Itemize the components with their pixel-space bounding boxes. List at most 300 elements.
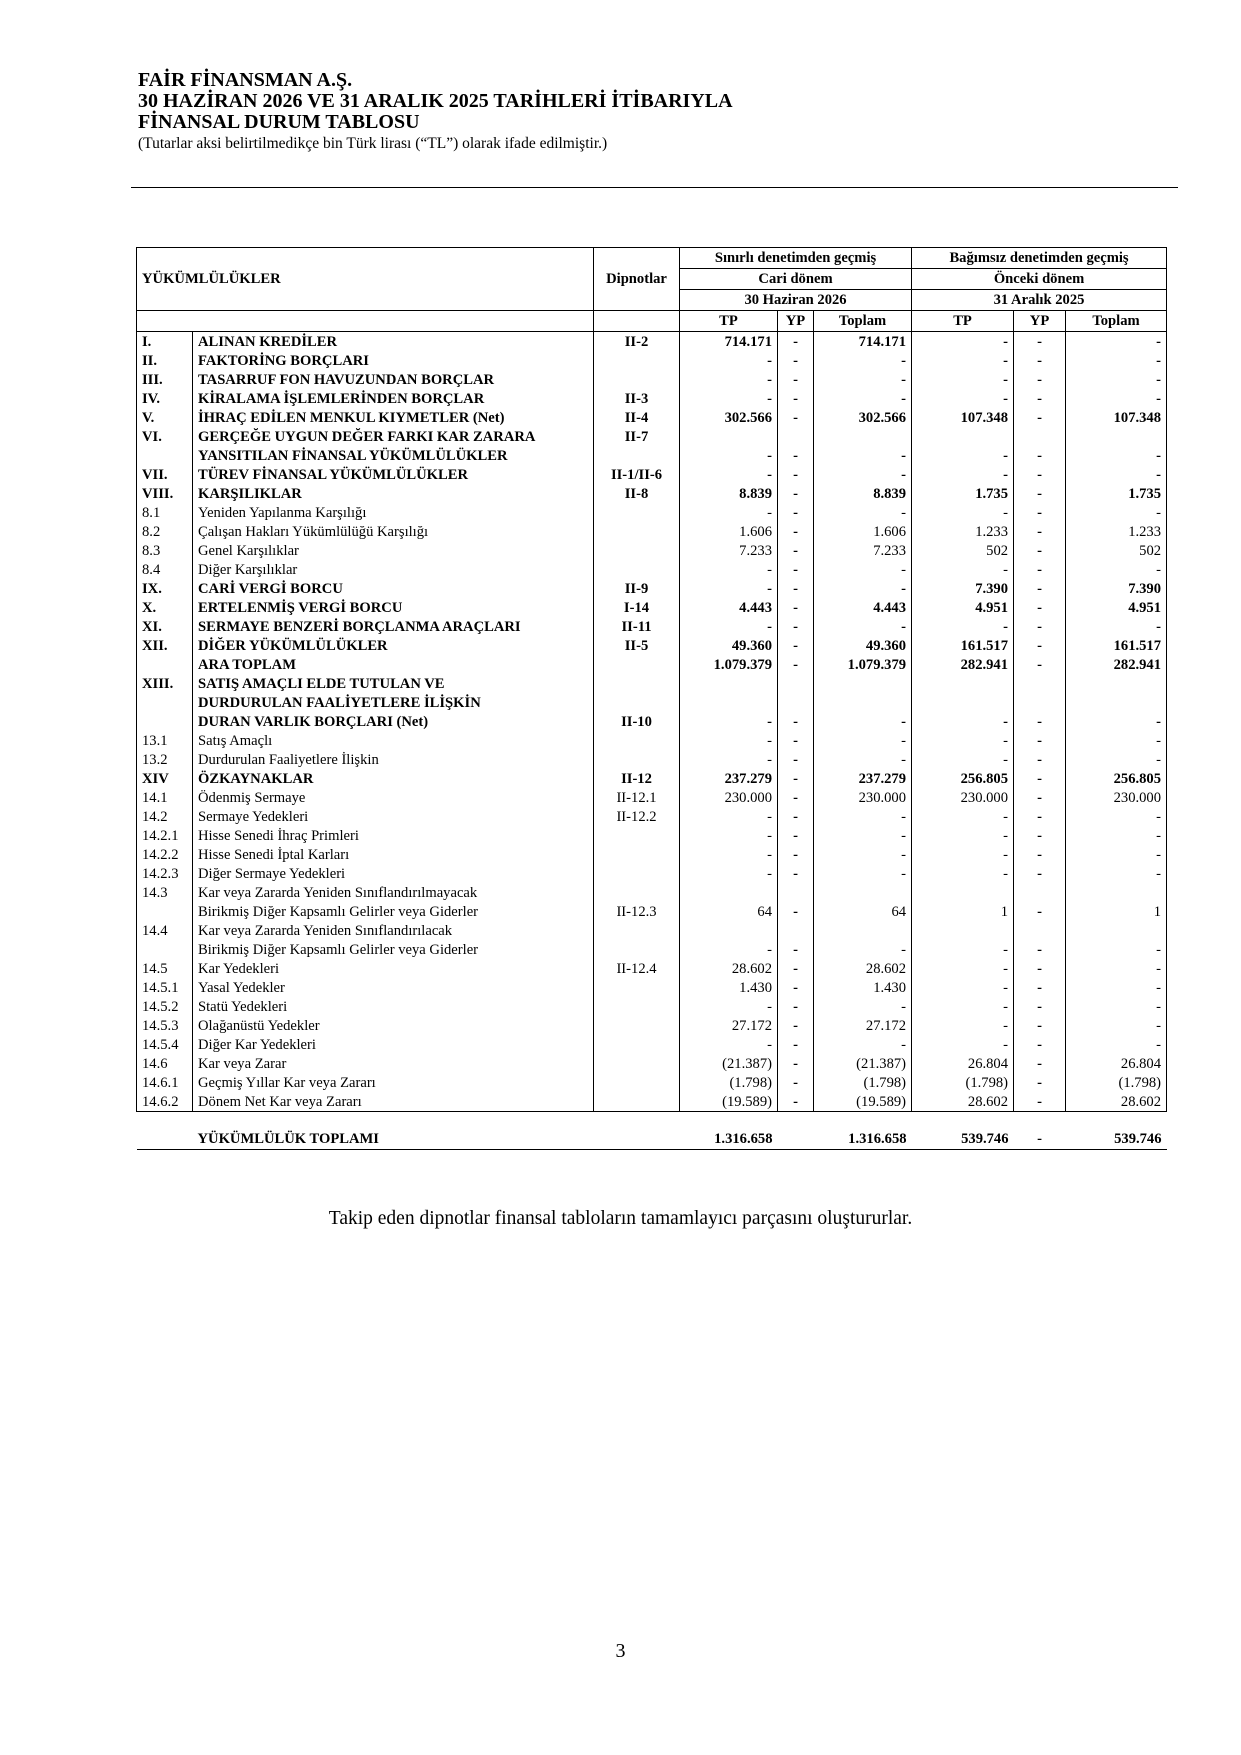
prior-tp: 1	[912, 902, 1014, 921]
current-total-header: Toplam	[814, 311, 912, 332]
current-yp: -	[778, 617, 814, 636]
table-row	[137, 446, 1167, 465]
current-tp: -	[680, 750, 778, 769]
prior-tp	[912, 921, 1014, 940]
prior-total-header: Toplam	[1066, 311, 1167, 332]
row-label: DURAN VARLIK BORÇLARI (Net)	[193, 712, 594, 731]
current-tp: -	[680, 997, 778, 1016]
row-code: 14.2.3	[137, 864, 193, 883]
table-row	[137, 940, 1167, 959]
table-row	[137, 465, 1167, 484]
prior-total: -	[1066, 807, 1167, 826]
current-tp	[680, 921, 778, 940]
row-code: 14.5.3	[137, 1016, 193, 1035]
row-label: Çalışan Hakları Yükümlülüğü Karşılığı	[193, 522, 594, 541]
row-label: Hisse Senedi İptal Karları	[193, 845, 594, 864]
row-note	[594, 997, 680, 1016]
prior-total: -	[1066, 617, 1167, 636]
prior-yp: -	[1014, 522, 1066, 541]
current-tp: -	[680, 712, 778, 731]
current-total: (1.798)	[814, 1073, 912, 1092]
current-total: 28.602	[814, 959, 912, 978]
table-row	[137, 864, 1167, 883]
row-code: 14.6.1	[137, 1073, 193, 1092]
prior-yp: -	[1014, 845, 1066, 864]
row-label: Durdurulan Faaliyetlere İlişkin	[193, 750, 594, 769]
prior-total: -	[1066, 978, 1167, 997]
current-tp: -	[680, 579, 778, 598]
current-tp: -	[680, 560, 778, 579]
prior-tp: 4.951	[912, 598, 1014, 617]
prior-yp: -	[1014, 541, 1066, 560]
current-total	[814, 427, 912, 446]
prior-yp: -	[1014, 1016, 1066, 1035]
prior-tp: (1.798)	[912, 1073, 1014, 1092]
table-row	[137, 370, 1167, 389]
current-yp	[778, 883, 814, 902]
blank-header-cell	[594, 311, 680, 332]
current-tp	[680, 883, 778, 902]
row-code	[137, 655, 193, 674]
current-tp	[680, 427, 778, 446]
table-body	[137, 332, 1167, 1112]
prior-tp: -	[912, 826, 1014, 845]
row-label: Dönem Net Kar veya Zararı	[193, 1092, 594, 1112]
prior-total: -	[1066, 959, 1167, 978]
current-yp: -	[778, 408, 814, 427]
currency-note: (Tutarlar aksi belirtilmedikçe bin Türk lirası (“TL”) olarak ifade edilmiştir.)	[138, 135, 608, 152]
prior-tp: -	[912, 1016, 1014, 1035]
row-note: II-4	[594, 408, 680, 427]
row-note: II-8	[594, 484, 680, 503]
current-yp: -	[778, 731, 814, 750]
current-tp-header: TP	[680, 311, 778, 332]
current-yp: -	[778, 1092, 814, 1112]
prior-tp: -	[912, 940, 1014, 959]
current-total: (21.387)	[814, 1054, 912, 1073]
current-total: -	[814, 731, 912, 750]
row-note: II-12	[594, 769, 680, 788]
prior-audit-header: Bağımsız denetimden geçmiş	[912, 248, 1167, 269]
prior-yp	[1014, 921, 1066, 940]
table-row	[137, 788, 1167, 807]
prior-tp: -	[912, 959, 1014, 978]
prior-yp	[1014, 674, 1066, 693]
row-note: II-9	[594, 579, 680, 598]
row-label: Hisse Senedi İhraç Primleri	[193, 826, 594, 845]
current-yp: -	[778, 560, 814, 579]
current-total: -	[814, 560, 912, 579]
row-code: 14.4	[137, 921, 193, 940]
total-prior-tp: 539.746	[912, 1112, 1014, 1150]
prior-total: -	[1066, 712, 1167, 731]
prior-total: -	[1066, 465, 1167, 484]
prior-total: -	[1066, 332, 1167, 352]
row-label: TASARRUF FON HAVUZUNDAN BORÇLAR	[193, 370, 594, 389]
table-row	[137, 845, 1167, 864]
table-row	[137, 522, 1167, 541]
row-label: DURDURULAN FAALİYETLERE İLİŞKİN	[193, 693, 594, 712]
current-total: -	[814, 750, 912, 769]
total-current-total: 1.316.658	[814, 1112, 912, 1150]
prior-date-header: 31 Aralık 2025	[912, 290, 1167, 311]
row-code: XIV	[137, 769, 193, 788]
current-tp: -	[680, 389, 778, 408]
current-yp: -	[778, 389, 814, 408]
current-total: -	[814, 845, 912, 864]
table-row	[137, 902, 1167, 921]
current-tp: 237.279	[680, 769, 778, 788]
date-line: 30 HAZİRAN 2026 VE 31 ARALIK 2025 TARİHLERİ İTİBARIYLA	[138, 90, 733, 112]
current-yp: -	[778, 351, 814, 370]
blank-header-cell	[137, 311, 594, 332]
prior-tp	[912, 674, 1014, 693]
row-label: DİĞER YÜKÜMLÜLÜKLER	[193, 636, 594, 655]
prior-yp	[1014, 883, 1066, 902]
row-label: TÜREV FİNANSAL YÜKÜMLÜLÜKLER	[193, 465, 594, 484]
prior-total: 4.951	[1066, 598, 1167, 617]
current-total: -	[814, 465, 912, 484]
row-note	[594, 1073, 680, 1092]
row-code: 14.5.2	[137, 997, 193, 1016]
table-row	[137, 351, 1167, 370]
current-total: 302.566	[814, 408, 912, 427]
row-label: Diğer Karşılıklar	[193, 560, 594, 579]
prior-total	[1066, 883, 1167, 902]
current-total: 4.443	[814, 598, 912, 617]
row-code: III.	[137, 370, 193, 389]
prior-total: -	[1066, 826, 1167, 845]
prior-total: 282.941	[1066, 655, 1167, 674]
prior-yp	[1014, 427, 1066, 446]
row-code: 14.5	[137, 959, 193, 978]
prior-tp: -	[912, 446, 1014, 465]
current-total: 237.279	[814, 769, 912, 788]
row-label: ÖZKAYNAKLAR	[193, 769, 594, 788]
current-tp: -	[680, 446, 778, 465]
total-current-tp: 1.316.658	[680, 1112, 778, 1150]
current-tp	[680, 674, 778, 693]
prior-total: -	[1066, 940, 1167, 959]
table-row	[137, 807, 1167, 826]
prior-tp-header: TP	[912, 311, 1014, 332]
table-row	[137, 978, 1167, 997]
row-note	[594, 446, 680, 465]
current-yp: -	[778, 503, 814, 522]
current-yp: -	[778, 712, 814, 731]
prior-tp: 161.517	[912, 636, 1014, 655]
row-code	[137, 693, 193, 712]
current-total: 714.171	[814, 332, 912, 352]
current-tp: -	[680, 351, 778, 370]
row-label: Statü Yedekleri	[193, 997, 594, 1016]
company-name: FAİR FİNANSMAN A.Ş.	[138, 69, 353, 91]
row-code: 8.3	[137, 541, 193, 560]
row-note	[594, 921, 680, 940]
row-note	[594, 503, 680, 522]
row-label: Birikmiş Diğer Kapsamlı Gelirler veya Giderler	[193, 902, 594, 921]
row-code: 13.2	[137, 750, 193, 769]
notes-column-header: Dipnotlar	[594, 248, 680, 311]
prior-yp: -	[1014, 598, 1066, 617]
prior-tp: 230.000	[912, 788, 1014, 807]
current-tp: (21.387)	[680, 1054, 778, 1073]
prior-tp: -	[912, 560, 1014, 579]
prior-tp: -	[912, 351, 1014, 370]
row-note: II-2	[594, 332, 680, 352]
prior-tp	[912, 693, 1014, 712]
table-row	[137, 408, 1167, 427]
row-note	[594, 693, 680, 712]
prior-total: -	[1066, 750, 1167, 769]
table-row	[137, 560, 1167, 579]
prior-tp: -	[912, 712, 1014, 731]
prior-total: 26.804	[1066, 1054, 1167, 1073]
current-tp: 27.172	[680, 1016, 778, 1035]
row-code: 14.2.1	[137, 826, 193, 845]
current-total: -	[814, 446, 912, 465]
current-tp: 8.839	[680, 484, 778, 503]
prior-tp: -	[912, 465, 1014, 484]
prior-total: 1.735	[1066, 484, 1167, 503]
row-code: 14.2	[137, 807, 193, 826]
row-label: Sermaye Yedekleri	[193, 807, 594, 826]
row-label: Kar Yedekleri	[193, 959, 594, 978]
prior-tp: -	[912, 978, 1014, 997]
row-label: SATIŞ AMAÇLI ELDE TUTULAN VE	[193, 674, 594, 693]
current-total: -	[814, 864, 912, 883]
current-tp: 230.000	[680, 788, 778, 807]
current-total: -	[814, 351, 912, 370]
row-code: 13.1	[137, 731, 193, 750]
current-total	[814, 674, 912, 693]
prior-total: (1.798)	[1066, 1073, 1167, 1092]
row-code: VII.	[137, 465, 193, 484]
prior-yp: -	[1014, 940, 1066, 959]
total-row	[137, 1112, 1167, 1150]
prior-yp: -	[1014, 503, 1066, 522]
table-row	[137, 959, 1167, 978]
current-date-header: 30 Haziran 2026	[680, 290, 912, 311]
row-note: II-3	[594, 389, 680, 408]
row-note	[594, 845, 680, 864]
current-tp: 64	[680, 902, 778, 921]
row-label: Satış Amaçlı	[193, 731, 594, 750]
row-label: Kar veya Zarar	[193, 1054, 594, 1073]
table-row	[137, 389, 1167, 408]
current-tp: -	[680, 845, 778, 864]
prior-total: -	[1066, 845, 1167, 864]
row-label: YANSITILAN FİNANSAL YÜKÜMLÜLÜKLER	[193, 446, 594, 465]
current-yp: -	[778, 807, 814, 826]
row-note: II-12.4	[594, 959, 680, 978]
prior-total: 28.602	[1066, 1092, 1167, 1112]
prior-yp: -	[1014, 446, 1066, 465]
current-tp: -	[680, 503, 778, 522]
row-note: II-11	[594, 617, 680, 636]
row-code: I.	[137, 332, 193, 352]
current-tp: -	[680, 731, 778, 750]
row-note	[594, 370, 680, 389]
row-code: XIII.	[137, 674, 193, 693]
current-yp: -	[778, 579, 814, 598]
prior-yp: -	[1014, 978, 1066, 997]
current-total	[814, 921, 912, 940]
current-yp: -	[778, 598, 814, 617]
row-label: Diğer Kar Yedekleri	[193, 1035, 594, 1054]
current-yp: -	[778, 332, 814, 352]
prior-tp: -	[912, 617, 1014, 636]
current-total: -	[814, 503, 912, 522]
current-total: -	[814, 1035, 912, 1054]
prior-total: -	[1066, 1035, 1167, 1054]
row-note	[594, 978, 680, 997]
prior-total: 161.517	[1066, 636, 1167, 655]
footer-note: Takip eden dipnotlar finansal tabloların tamamlayıcı parçasını oluştururlar.	[328, 1208, 913, 1229]
current-total: -	[814, 997, 912, 1016]
row-note	[594, 731, 680, 750]
row-label: ERTELENMİŞ VERGİ BORCU	[193, 598, 594, 617]
current-yp: -	[778, 636, 814, 655]
current-tp	[680, 693, 778, 712]
table-row	[137, 883, 1167, 902]
current-yp: -	[778, 845, 814, 864]
prior-yp: -	[1014, 484, 1066, 503]
prior-tp: -	[912, 370, 1014, 389]
current-total: 49.360	[814, 636, 912, 655]
row-label: ARA TOPLAM	[193, 655, 594, 674]
row-note	[594, 1054, 680, 1073]
prior-yp: -	[1014, 1054, 1066, 1073]
table-row	[137, 1054, 1167, 1073]
table-row	[137, 332, 1167, 352]
current-audit-header: Sınırlı denetimden geçmiş	[680, 248, 912, 269]
row-label: Yasal Yedekler	[193, 978, 594, 997]
prior-tp	[912, 427, 1014, 446]
current-total: 1.079.379	[814, 655, 912, 674]
row-code: 14.2.2	[137, 845, 193, 864]
current-yp: -	[778, 370, 814, 389]
prior-tp: 107.348	[912, 408, 1014, 427]
row-note	[594, 560, 680, 579]
current-total: 8.839	[814, 484, 912, 503]
row-note	[594, 674, 680, 693]
row-label: Kar veya Zararda Yeniden Sınıflandırılmayacak	[193, 883, 594, 902]
row-code: V.	[137, 408, 193, 427]
prior-yp: -	[1014, 769, 1066, 788]
current-yp: -	[778, 959, 814, 978]
prior-total	[1066, 674, 1167, 693]
row-note	[594, 883, 680, 902]
current-tp: (1.798)	[680, 1073, 778, 1092]
current-yp: -	[778, 940, 814, 959]
prior-tp: -	[912, 845, 1014, 864]
prior-yp: -	[1014, 351, 1066, 370]
liabilities-table	[136, 247, 1167, 1150]
prior-yp: -	[1014, 1035, 1066, 1054]
current-tp: -	[680, 807, 778, 826]
prior-total: 230.000	[1066, 788, 1167, 807]
table-row	[137, 579, 1167, 598]
prior-tp: 7.390	[912, 579, 1014, 598]
total-note	[594, 1112, 680, 1150]
row-label: Ödenmiş Sermaye	[193, 788, 594, 807]
total-prior-total: 539.746	[1066, 1112, 1167, 1150]
current-yp: -	[778, 541, 814, 560]
table-row	[137, 1016, 1167, 1035]
table-row	[137, 427, 1167, 446]
current-total: -	[814, 370, 912, 389]
row-note	[594, 655, 680, 674]
prior-tp: -	[912, 807, 1014, 826]
prior-total: -	[1066, 446, 1167, 465]
header-divider	[131, 187, 1178, 188]
row-note	[594, 541, 680, 560]
row-note	[594, 940, 680, 959]
table-row	[137, 541, 1167, 560]
prior-total	[1066, 921, 1167, 940]
row-label: CARİ VERGİ BORCU	[193, 579, 594, 598]
prior-yp: -	[1014, 807, 1066, 826]
table-row	[137, 617, 1167, 636]
table-row	[137, 731, 1167, 750]
prior-total: 502	[1066, 541, 1167, 560]
row-label: GERÇEĞE UYGUN DEĞER FARKI KAR ZARARA	[193, 427, 594, 446]
prior-tp: -	[912, 864, 1014, 883]
current-yp: -	[778, 1035, 814, 1054]
current-yp: -	[778, 902, 814, 921]
row-code: IV.	[137, 389, 193, 408]
current-total	[814, 883, 912, 902]
prior-total: 256.805	[1066, 769, 1167, 788]
row-code: II.	[137, 351, 193, 370]
table-row	[137, 1092, 1167, 1112]
prior-period-header: Önceki dönem	[912, 269, 1167, 290]
row-note: II-1/II-6	[594, 465, 680, 484]
current-yp-header: YP	[778, 311, 814, 332]
current-tp: (19.589)	[680, 1092, 778, 1112]
row-label: KARŞILIKLAR	[193, 484, 594, 503]
table-row	[137, 484, 1167, 503]
table-row	[137, 636, 1167, 655]
prior-total	[1066, 427, 1167, 446]
prior-yp: -	[1014, 1092, 1066, 1112]
current-tp: -	[680, 370, 778, 389]
row-note	[594, 1092, 680, 1112]
table-row	[137, 655, 1167, 674]
current-yp	[778, 674, 814, 693]
prior-yp: -	[1014, 389, 1066, 408]
row-label: Genel Karşılıklar	[193, 541, 594, 560]
row-note: II-12.3	[594, 902, 680, 921]
prior-tp	[912, 883, 1014, 902]
table-row	[137, 1073, 1167, 1092]
row-code: 14.6	[137, 1054, 193, 1073]
current-total: -	[814, 712, 912, 731]
row-note	[594, 864, 680, 883]
page-number: 3	[615, 1640, 626, 1662]
prior-tp: 26.804	[912, 1054, 1014, 1073]
prior-yp: -	[1014, 959, 1066, 978]
prior-total: 1.233	[1066, 522, 1167, 541]
table-row	[137, 712, 1167, 731]
current-tp: -	[680, 826, 778, 845]
current-yp: -	[778, 446, 814, 465]
current-total: 230.000	[814, 788, 912, 807]
row-code	[137, 446, 193, 465]
row-note: II-12.2	[594, 807, 680, 826]
current-total: (19.589)	[814, 1092, 912, 1112]
